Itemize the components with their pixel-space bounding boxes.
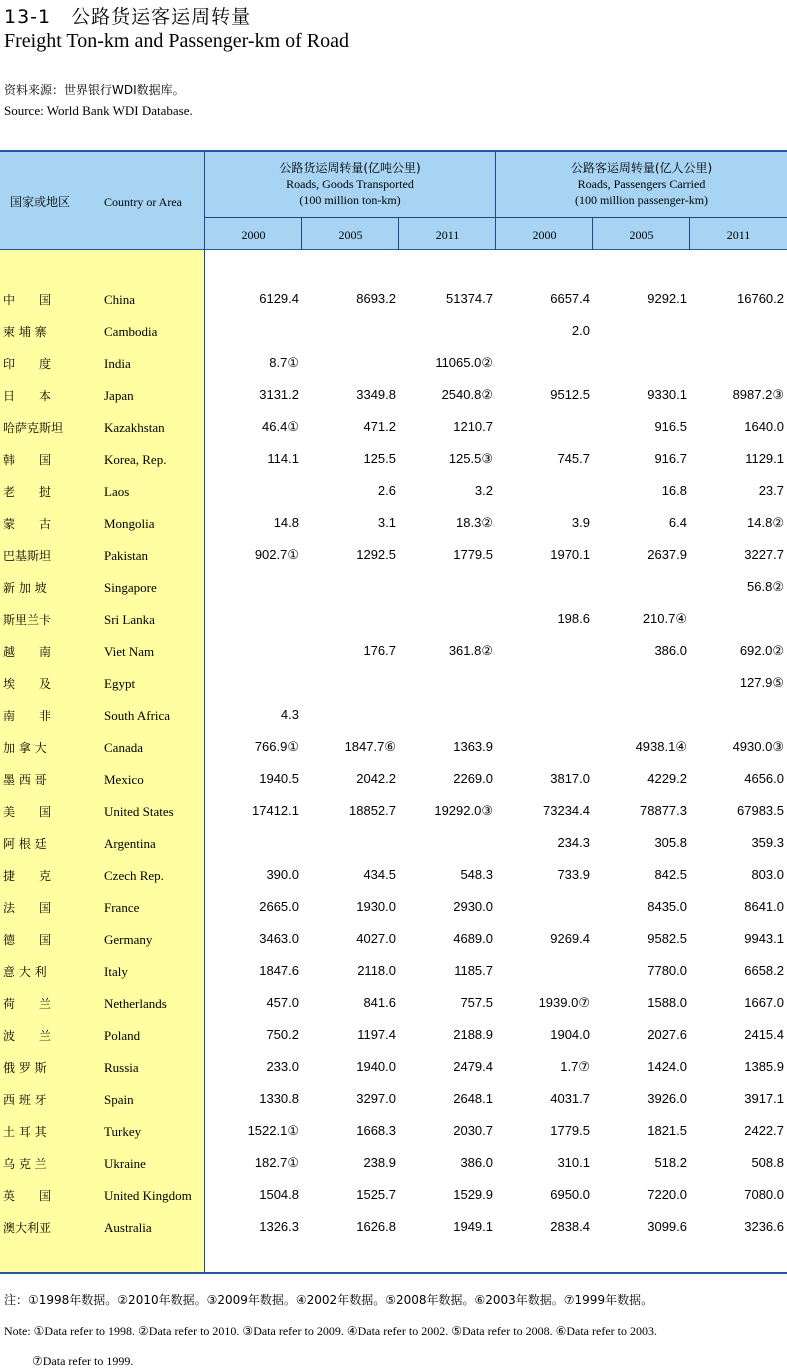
data-cell: 78877.3 [640,803,687,818]
header-year-goods-2005: 2005 [338,228,363,242]
data-cell: 2540.8② [441,387,493,402]
header-year-goods-2011: 2011 [435,228,460,242]
source-cn: 资料来源：世界银行WDI数据库。 [4,83,185,97]
country-name-cn: 印 度 [3,357,52,371]
data-cell: 1970.1 [550,547,590,562]
data-cell: 11065.0② [435,355,493,370]
data-cell: 233.0 [266,1059,299,1074]
data-cell: 386.0 [654,643,687,658]
country-name-cn: 蒙 古 [3,517,52,531]
data-cell: 518.2 [654,1155,687,1170]
header-goods-cn: 公路货运周转量(亿吨公里) [279,161,421,175]
data-cell: 3297.0 [356,1091,396,1106]
country-name-cn: 日 本 [3,389,52,403]
table-row [0,387,787,419]
data-cell: 1940.5 [259,771,299,786]
country-name-en: Germany [104,932,153,947]
data-cell: 3236.6 [744,1219,784,1234]
country-name-en: India [104,356,131,371]
note-cn: 注：①1998年数据。②2010年数据。③2009年数据。④2002年数据。⑤2008年数据。⑥2003年数据。⑦1999年数据。 [4,1293,654,1307]
data-cell: 3349.8 [356,387,396,402]
data-cell: 1529.9 [453,1187,493,1202]
data-cell: 1779.5 [550,1123,590,1138]
header-passengers [496,160,787,208]
data-cell: 434.5 [363,867,396,882]
country-name-en: Mongolia [104,516,155,531]
data-cell: 1588.0 [647,995,687,1010]
country-name-cn: 加 拿 大 [3,741,47,755]
data-cell: 9512.5 [550,387,590,402]
data-cell: 8.7① [269,355,299,370]
data-cell: 548.3 [460,867,493,882]
data-cell: 1640.0 [744,419,784,434]
table-row [0,803,787,835]
data-cell: 238.9 [363,1155,396,1170]
data-cell: 9269.4 [550,931,590,946]
data-cell: 471.2 [363,419,396,434]
data-cell: 1424.0 [647,1059,687,1074]
data-cell: 1939.0⑦ [538,995,590,1010]
country-name-cn: 埃 及 [3,677,52,691]
country-name-en: Korea, Rep. [104,452,167,467]
data-cell: 2838.4 [550,1219,590,1234]
country-name-en: South Africa [104,708,171,723]
data-cell: 6658.2 [744,963,784,978]
table-row [0,867,787,899]
data-cell: 18.3② [456,515,493,530]
data-cell: 1668.3 [356,1123,396,1138]
data-cell: 2030.7 [453,1123,493,1138]
table-row [0,419,787,451]
data-cell: 8641.0 [744,899,784,914]
data-cell: 3917.1 [744,1091,784,1106]
data-cell: 125.5 [363,451,396,466]
data-cell: 1292.5 [356,547,396,562]
page-title-cn: 13-1 公路货运客运周转量 [4,6,252,28]
data-cell: 4031.7 [550,1091,590,1106]
data-cell: 198.6 [557,611,590,626]
data-cell: 4689.0 [453,931,493,946]
data-cell: 16.8 [661,483,687,498]
table-row [0,515,787,547]
data-cell: 733.9 [557,867,590,882]
data-cell: 1385.9 [744,1059,784,1074]
data-cell: 841.6 [363,995,396,1010]
table-row [0,739,787,771]
data-cell: 3099.6 [647,1219,687,1234]
data-cell: 1940.0 [356,1059,396,1074]
data-cell: 310.1 [557,1155,590,1170]
data-cell: 1821.5 [647,1123,687,1138]
header-pass-cn: 公路客运周转量(亿人公里) [570,161,713,175]
table-row [0,771,787,803]
country-name-cn: 墨 西 哥 [3,773,47,787]
data-cell: 2.6 [377,483,396,498]
table-row [0,1027,787,1059]
header-country-en: Country or Area [104,195,182,209]
table-row [0,1219,787,1251]
data-cell: 3.2 [474,483,493,498]
data-cell: 1847.7⑥ [344,739,396,754]
country-name-en: France [104,900,140,915]
data-cell: 1626.8 [356,1219,396,1234]
country-name-cn: 意 大 利 [3,965,47,979]
table-row [0,995,787,1027]
data-cell: 1667.0 [744,995,784,1010]
country-name-en: Pakistan [104,548,149,563]
data-cell: 3.1 [377,515,396,530]
table-row [0,547,787,579]
data-cell: 51374.7 [446,291,493,306]
data-cell: 1904.0 [550,1027,590,1042]
country-name-cn: 俄 罗 斯 [3,1061,47,1075]
country-name-cn: 波 兰 [3,1029,52,1043]
table-row [0,963,787,995]
table-row [0,675,787,707]
header-goods-en: Roads, Goods Transported [286,177,414,191]
country-name-cn: 德 国 [3,933,52,947]
data-cell: 7220.0 [647,1187,687,1202]
page-title-en: Freight Ton-km and Passenger-km of Road [4,30,349,52]
country-name-en: Canada [104,740,143,755]
country-name-en: Argentina [104,836,156,851]
data-cell: 67983.5 [737,803,784,818]
data-cell: 3926.0 [647,1091,687,1106]
table-row [0,355,787,387]
data-cell: 842.5 [654,867,687,882]
country-name-cn: 哈萨克斯坦 [3,421,64,435]
data-cell: 14.8 [273,515,299,530]
country-name-en: Ukraine [104,1156,146,1171]
data-cell: 125.5③ [448,451,493,466]
data-cell: 8987.2③ [732,387,784,402]
source-en: Source: World Bank WDI Database. [4,103,193,118]
data-cell: 14.8② [747,515,784,530]
data-cell: 457.0 [266,995,299,1010]
country-name-cn: 中 国 [3,293,52,307]
data-cell: 4938.1④ [635,739,687,754]
country-name-cn: 南 非 [3,709,52,723]
data-cell: 2422.7 [744,1123,784,1138]
data-cell: 3463.0 [259,931,299,946]
data-cell: 6129.4 [259,291,299,306]
data-cell: 4.3 [280,707,299,722]
table-row [0,579,787,611]
country-name-cn: 越 南 [3,645,52,659]
country-name-en: Russia [104,1060,139,1075]
data-cell: 750.2 [266,1027,299,1042]
data-cell: 4027.0 [356,931,396,946]
data-cell: 4930.0③ [732,739,784,754]
table-header [0,150,787,250]
data-cell: 46.4① [262,419,299,434]
data-cell: 1330.8 [259,1091,299,1106]
data-cell: 16760.2 [737,291,784,306]
country-name-en: Egypt [104,676,136,691]
data-cell: 8435.0 [647,899,687,914]
data-cell: 3131.2 [259,387,299,402]
header-year-pass-2005: 2005 [629,228,654,242]
country-name-en: Singapore [104,580,157,595]
data-cell: 1129.1 [745,451,784,466]
country-name-en: China [104,292,136,307]
data-cell: 386.0 [460,1155,493,1170]
table-row [0,291,787,323]
table-row [0,707,787,739]
data-cell: 757.5 [460,995,493,1010]
header-pass-unit: (100 million passenger-km) [574,193,709,207]
note-en-line1: Note: ①Data refer to 1998. ②Data refer to 2010. ③Data refer to 2009. ④Data refer to 2002. ⑤Data refer to 2008. ⑥Data refer to 2003. [4,1324,657,1338]
country-name-cn: 美 国 [3,805,52,819]
data-cell: 2269.0 [453,771,493,786]
data-cell: 2027.6 [647,1027,687,1042]
table-row [0,835,787,867]
data-cell: 17412.1 [252,803,299,818]
country-name-cn: 老 挝 [3,485,52,499]
data-cell: 6657.4 [550,291,590,306]
header-pass-en: Roads, Passengers Carried [577,177,706,191]
table-row [0,1059,787,1091]
country-name-cn: 阿 根 廷 [3,837,47,851]
data-cell: 9330.1 [647,387,687,402]
data-cell: 1363.9 [453,739,493,754]
data-cell: 6.4 [668,515,687,530]
country-name-cn: 土 耳 其 [3,1125,47,1139]
data-cell: 9943.1 [744,931,784,946]
country-name-cn: 新 加 坡 [3,581,47,595]
country-name-cn: 柬 埔 寨 [3,325,47,339]
data-cell: 803.0 [751,867,784,882]
data-cell: 2665.0 [259,899,299,914]
data-cell: 361.8② [448,643,493,658]
data-cell: 182.7① [254,1155,299,1170]
country-name-en: Czech Rep. [104,868,164,883]
data-cell: 1525.7 [356,1187,396,1202]
note-en-line2: ⑦Data refer to 1999. [32,1354,134,1368]
data-cell: 9582.5 [647,931,687,946]
country-name-cn: 英 国 [3,1189,52,1203]
country-name-cn: 西 班 牙 [3,1093,47,1107]
header-goods [205,160,495,208]
country-name-en: Kazakhstan [104,420,165,435]
header-year-pass-2011: 2011 [726,228,751,242]
country-name-en: Poland [104,1028,141,1043]
data-cell: 1504.8 [259,1187,299,1202]
data-cell: 6950.0 [550,1187,590,1202]
data-cell: 916.5 [654,419,687,434]
country-name-en: Australia [104,1220,152,1235]
data-cell: 1326.3 [259,1219,299,1234]
country-name-en: Italy [104,964,128,979]
data-cell: 4229.2 [647,771,687,786]
data-cell: 9292.1 [647,291,687,306]
data-cell: 508.8 [751,1155,784,1170]
header-country-cn: 国家或地区 [10,195,71,209]
data-cell: 902.7① [254,547,299,562]
country-name-cn: 巴基斯坦 [3,549,52,563]
data-cell: 916.7 [654,451,687,466]
data-cell: 1.7⑦ [560,1059,590,1074]
header-goods-unit: (100 million ton-km) [299,193,401,207]
data-cell: 234.3 [557,835,590,850]
country-name-cn: 斯里兰卡 [3,613,52,627]
header-year-goods-2000: 2000 [241,228,266,242]
data-cell: 766.9① [254,739,299,754]
country-name-en: Mexico [104,772,144,787]
table-row [0,323,787,355]
data-cell: 2648.1 [453,1091,493,1106]
data-cell: 4656.0 [744,771,784,786]
country-name-en: Turkey [104,1124,142,1139]
data-cell: 8693.2 [356,291,396,306]
data-cell: 2042.2 [356,771,396,786]
country-name-en: Sri Lanka [104,612,155,627]
table-row [0,899,787,931]
data-cell: 1949.1 [453,1219,493,1234]
country-name-en: United States [104,804,174,819]
data-cell: 692.0② [739,643,784,658]
data-cell: 1210.7 [453,419,493,434]
data-cell: 3227.7 [744,547,784,562]
data-cell: 7780.0 [647,963,687,978]
data-cell: 2415.4 [744,1027,784,1042]
table-row [0,1123,787,1155]
data-cell: 305.8 [654,835,687,850]
table-row [0,1091,787,1123]
data-cell: 2479.4 [453,1059,493,1074]
data-cell: 7080.0 [744,1187,784,1202]
data-cell: 1930.0 [356,899,396,914]
data-cell: 745.7 [557,451,590,466]
country-name-cn: 法 国 [3,901,52,915]
data-cell: 127.9⑤ [739,675,784,690]
country-name-cn: 乌 克 兰 [3,1157,47,1171]
data-cell: 176.7 [363,643,396,658]
data-cell: 2.0 [571,323,590,338]
data-cell: 1779.5 [453,547,493,562]
country-name-cn: 澳大利亚 [3,1221,52,1235]
data-cell: 2637.9 [647,547,687,562]
table-row [0,1187,787,1219]
data-cell: 3.9 [571,515,590,530]
data-cell: 210.7④ [642,611,687,626]
country-name-en: Spain [104,1092,134,1107]
country-name-en: Netherlands [104,996,167,1011]
data-cell: 1522.1① [247,1123,299,1138]
country-name-en: Laos [104,484,130,499]
data-cell: 1197.4 [357,1027,396,1042]
country-name-en: United Kingdom [104,1188,192,1203]
country-name-cn: 荷 兰 [3,997,52,1011]
data-cell: 390.0 [266,867,299,882]
table-row [0,611,787,643]
table-row [0,1155,787,1187]
data-cell: 18852.7 [349,803,396,818]
data-cell: 56.8② [747,579,784,594]
country-name-en: Viet Nam [104,644,155,659]
data-cell: 23.7 [758,483,784,498]
data-cell: 2118.0 [357,963,396,978]
data-cell: 3817.0 [550,771,590,786]
data-cell: 359.3 [751,835,784,850]
country-name-en: Japan [104,388,134,403]
country-name-en: Cambodia [104,324,158,339]
table-row [0,643,787,675]
data-cell: 1847.6 [259,963,299,978]
table-row [0,931,787,963]
data-cell: 73234.4 [543,803,590,818]
country-name-cn: 捷 克 [3,869,52,883]
table-row [0,451,787,483]
country-name-cn: 韩 国 [3,453,52,467]
data-cell: 2930.0 [453,899,493,914]
data-cell: 1185.7 [454,963,493,978]
data-cell: 19292.0③ [434,803,493,818]
data-cell: 114.1 [267,451,299,466]
table-row [0,483,787,515]
data-cell: 2188.9 [453,1027,493,1042]
header-year-pass-2000: 2000 [532,228,557,242]
